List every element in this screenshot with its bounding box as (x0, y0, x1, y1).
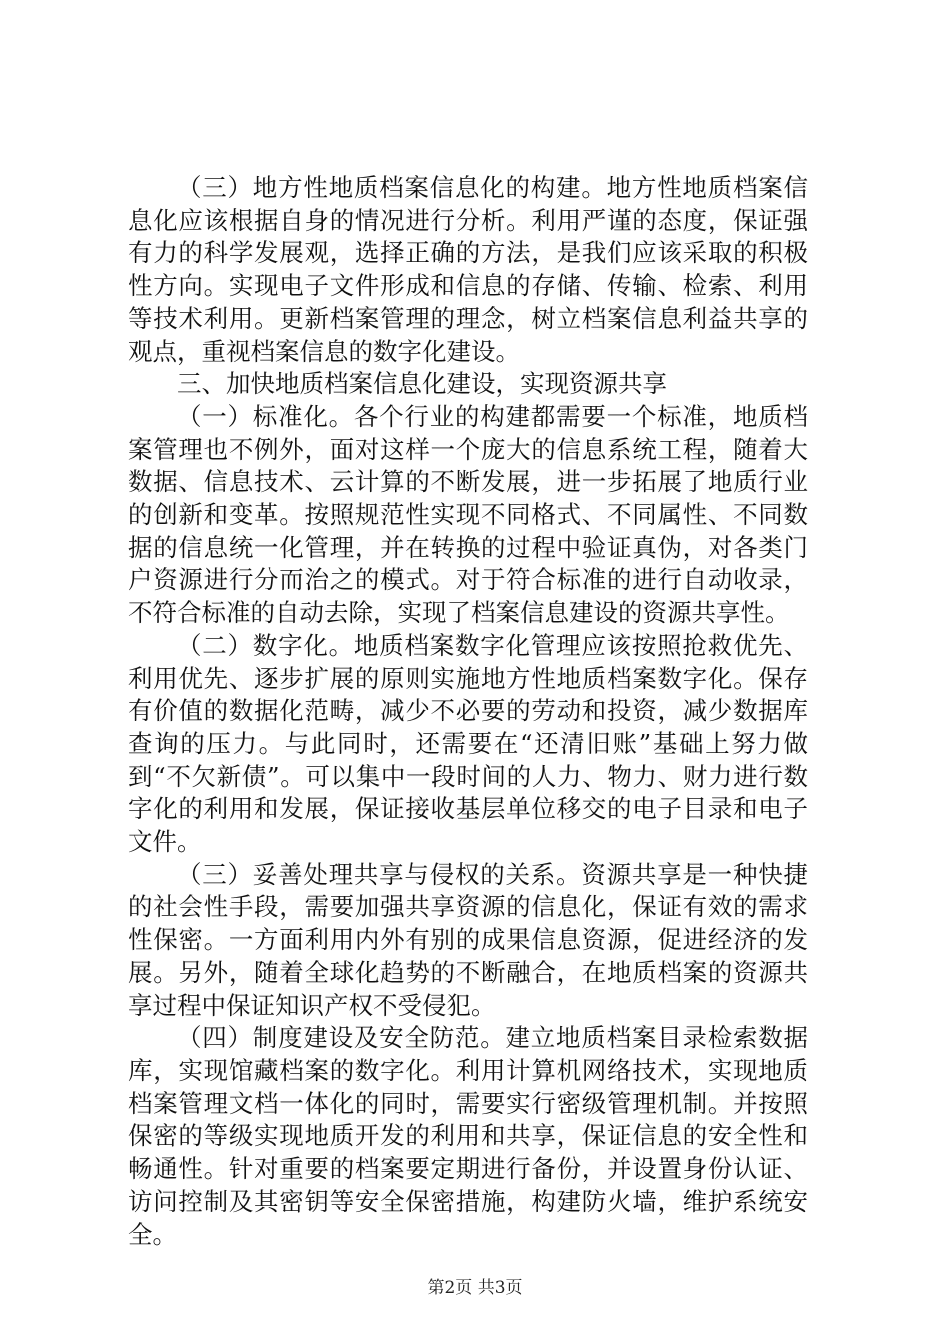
section-heading-3: 三、加快地质档案信息化建设，实现资源共享 (177, 369, 667, 399)
paragraph-digitization: （二）数字化。地质档案数字化管理应该按照抢救优先、利用优先、逐步扩展的原则实施地方性地质档案数字化。保存有价值的数据化范畴，减少不必要的劳动和投资，减少数据库查询的压力。与此同时，还需要在“还清旧账”基础上努力做到“不欠新债”。可以集中一段时间的人力、物力、财力进行数字化的利用和发展，保证接收基层单位移交的电子目录和电子文件。 (128, 630, 808, 857)
paragraph-sharing-infringement: （三）妥善处理共享与侵权的关系。资源共享是一种快捷的社会性手段，需要加强共享资源的信息化，保证有效的需求性保密。一方面利用内外有别的成果信息资源，促进经济的发展。另外，随着全球化趋势的不断融合，在地质档案的资源共享过程中保证知识产权不受侵犯。 (128, 859, 808, 1020)
document-body (128, 172, 808, 1251)
page-number-footer: 第2页 共3页 (427, 1278, 523, 1298)
paragraph-security: （四）制度建设及安全防范。建立地质档案目录检索数据库，实现馆藏档案的数字化。利用计算机网络技术，实现地质档案管理文档一体化的同时，需要实行密级管理机制。并按照保密的等级实现地质开发的利用和共享，保证信息的安全性和畅通性。针对重要的档案要定期进行备份，并设置身份认证、访问控制及其密钥等安全保密措施，构建防火墙，维护系统安全。 (128, 1023, 808, 1249)
paragraph-section-3-3: （三）地方性地质档案信息化的构建。地方性地质档案信息化应该根据自身的情况进行分析。利用严谨的态度，保证强有力的科学发展观，选择正确的方法，是我们应该采取的积极性方向。实现电子文件形成和信息的存储、传输、检索、利用等技术利用。更新档案管理的理念，树立档案信息利益共享的观点，重视档案信息的数字化建设。 (128, 173, 808, 366)
paragraph-standardization: （一）标准化。各个行业的构建都需要一个标准，地质档案管理也不例外，面对这样一个庞大的信息系统工程，随着大数据、信息技术、云计算的不断发展，进一步拓展了地质行业的创新和变革。按照规范性实现不同格式、不同属性、不同数据的信息统一化管理，并在转换的过程中验证真伪，对各类门户资源进行分而治之的模式。对于符合标准的进行自动收录，不符合标准的自动去除，实现了档案信息建设的资源共享性。 (128, 401, 808, 628)
